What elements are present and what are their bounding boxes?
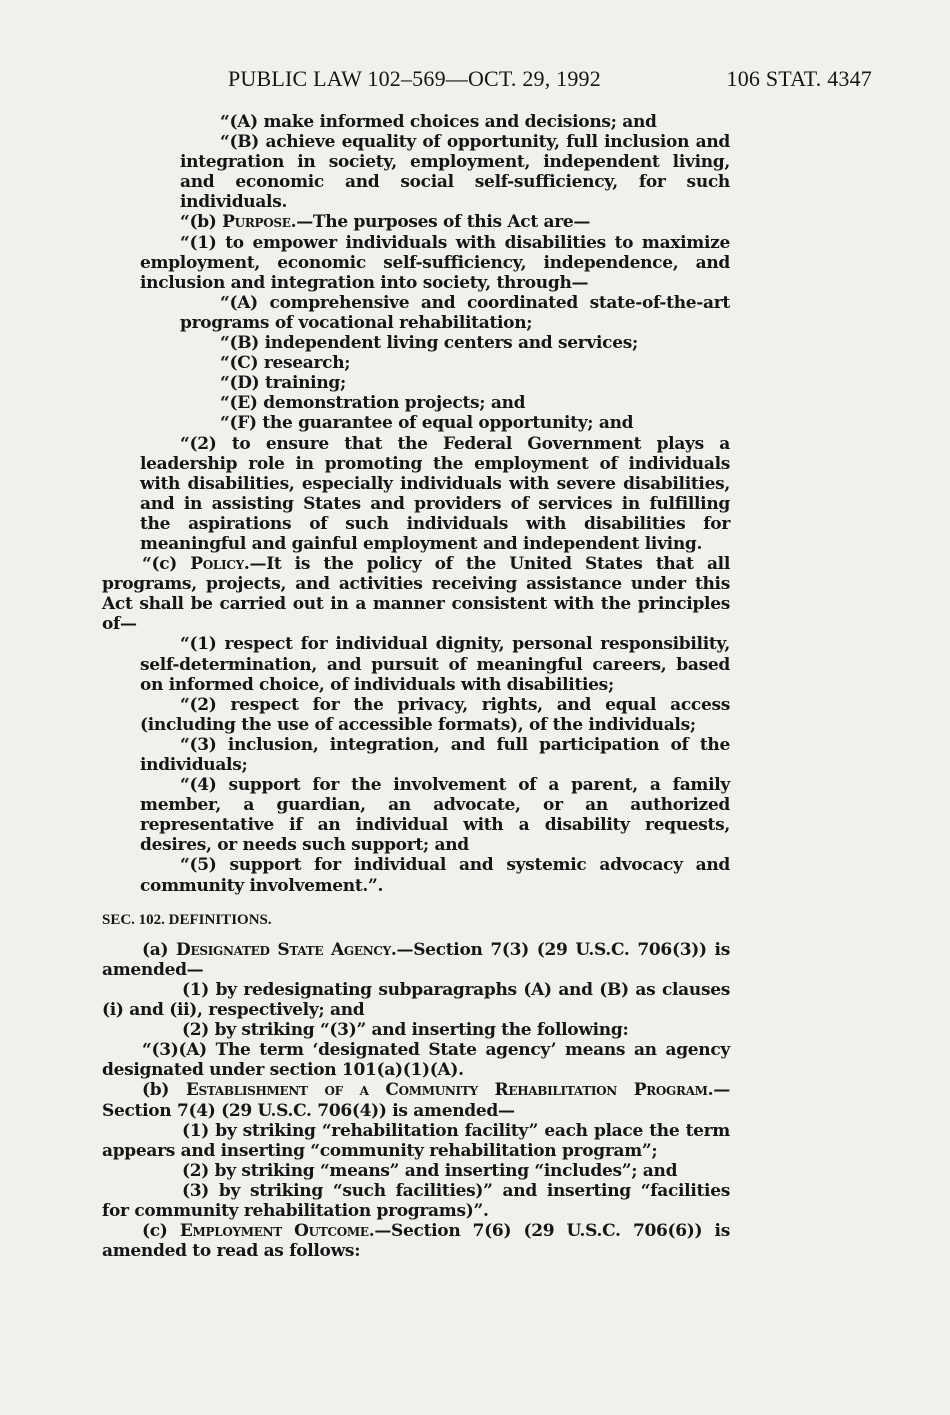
paragraph-c-1: “(1) respect for individual dignity, personal responsibility, self-determination, and pursuit of meaningful careers, based on informed choice, of individuals with disabilities; bbox=[140, 634, 730, 695]
definition-b-prefix: (b) bbox=[142, 1080, 186, 1101]
header-public-law: PUBLIC LAW 102–569—OCT. 29, 1992 bbox=[228, 66, 601, 91]
definition-a-text: .—Section 7(3) (29 U.S.C. 706(3)) is amended— bbox=[102, 939, 730, 980]
subsection-c-policy bbox=[102, 554, 730, 634]
paragraph-c-3: “(3) inclusion, integration, and full participation of the individuals; bbox=[140, 734, 730, 775]
header-stat-page: 106 STAT. 4347 bbox=[726, 66, 872, 91]
definition-b-heading: Establishment of a Community Rehabilitation Program bbox=[185, 1080, 708, 1101]
definition-c-text: .—Section 7(6) (29 U.S.C. 706(6)) is amended to read as follows: bbox=[102, 1221, 730, 1262]
definition-b bbox=[102, 1080, 730, 1120]
paragraph-b-1-C: “(C) research; bbox=[220, 353, 351, 374]
paragraph-a-B: “(B) achieve equality of opportunity, full inclusion and integration in society, employment, independent living, and economic and social self-sufficiency, for such individuals. bbox=[180, 132, 730, 213]
definition-a bbox=[102, 940, 730, 980]
definition-a-heading: Designated State Agency bbox=[176, 939, 391, 960]
running-header bbox=[228, 66, 872, 96]
definition-a-prefix: (a) bbox=[142, 939, 177, 960]
subsection-c-text: .—It is the policy of the United States that all programs, projects, and activities receiving assistance under this Act shall be carried out in a manner consistent with the principles of— bbox=[102, 554, 730, 635]
document-body bbox=[102, 112, 730, 1261]
paragraph-b-1-D: “(D) training; bbox=[220, 373, 346, 394]
paragraph-c-4: “(4) support for the involvement of a parent, a family member, a guardian, an advocate, or an authorized representative if an individual with a disability requests, desires, or needs such support; and bbox=[140, 775, 730, 856]
paragraph-b-2: “(2) to ensure that the Federal Government plays a leadership role in promoting the employment of individuals with disabilities, especially individuals with severe disabilities, and in assisting States and providers of services in fulfilling the aspirations of such individuals with disabilities for meaningful and gainful employment and independent living. bbox=[140, 433, 730, 554]
paragraph-b-1-E: “(E) demonstration projects; and bbox=[220, 393, 526, 414]
section-102-heading: SEC. 102. DEFINITIONS. bbox=[102, 911, 272, 928]
paragraph-c-5: “(5) support for individual and systemic advocacy and community involvement.”. bbox=[140, 855, 730, 896]
paragraph-b-1-A: “(A) comprehensive and coordinated state-of-the-art programs of vocational rehabilitation; bbox=[180, 292, 730, 333]
subsection-b-heading: Purpose bbox=[222, 212, 291, 233]
paragraph-a-A: “(A) make informed choices and decisions; and bbox=[220, 112, 657, 132]
definition-c-heading: Employment Outcome bbox=[179, 1221, 369, 1242]
definition-a-quote: “(3)(A) The term ‘designated State agency’ means an agency designated under section 101(a)(1)(A). bbox=[102, 1040, 730, 1081]
definition-b-3: (3) by striking “such facilities)” and inserting “facilities for community rehabilitation programs)”. bbox=[102, 1180, 730, 1221]
subsection-b-text: .—The purposes of this Act are— bbox=[290, 212, 591, 233]
paragraph-b-1-B: “(B) independent living centers and services; bbox=[220, 333, 639, 354]
definition-c bbox=[102, 1221, 730, 1261]
definition-a-2: (2) by striking “(3)” and inserting the following: bbox=[182, 1020, 629, 1041]
definition-b-1: (1) by striking “rehabilitation facility” each place the term appears and inserting “community rehabilitation program”; bbox=[102, 1120, 730, 1161]
subsection-b-prefix: “(b) bbox=[180, 212, 223, 233]
subsection-b-purpose bbox=[102, 212, 730, 232]
definition-b-text: .—Section 7(4) (29 U.S.C. 706(4)) is amended— bbox=[102, 1080, 730, 1121]
paragraph-c-2: “(2) respect for the privacy, rights, and equal access (including the use of accessible formats), of the individuals; bbox=[140, 694, 730, 735]
paragraph-b-1-F: “(F) the guarantee of equal opportunity; and bbox=[220, 413, 634, 434]
definition-c-prefix: (c) bbox=[142, 1221, 180, 1242]
paragraph-b-1: “(1) to empower individuals with disabilities to maximize employment, economic self-sufficiency, independence, and inclusion and integration into society, through— bbox=[140, 232, 730, 293]
subsection-c-prefix: “(c) bbox=[142, 554, 191, 575]
definition-b-2: (2) by striking “means” and inserting “includes”; and bbox=[182, 1160, 678, 1181]
definition-a-1: (1) by redesignating subparagraphs (A) and (B) as clauses (i) and (ii), respectively; and bbox=[102, 979, 730, 1021]
subsection-c-heading: Policy bbox=[190, 554, 244, 575]
